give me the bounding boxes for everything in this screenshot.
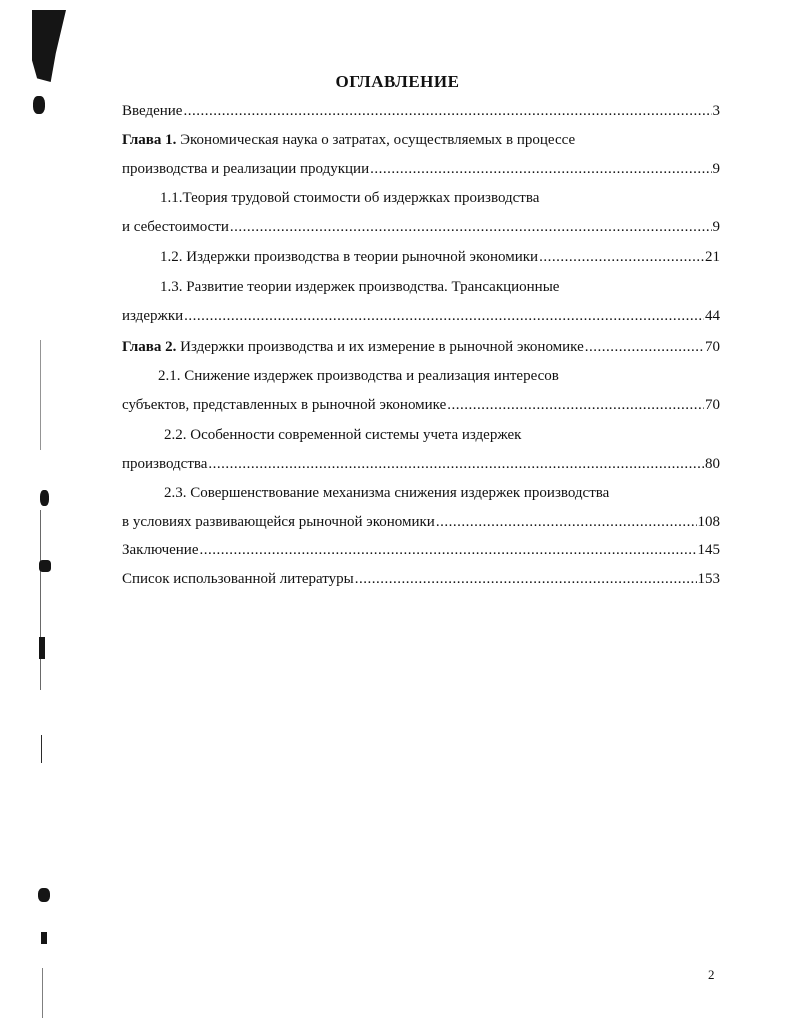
- toc-entry-label: 1.3. Развитие теории издержек производства. Трансакционные: [160, 279, 560, 295]
- toc-entry-section-2-1-continued: [122, 395, 720, 415]
- dot-leader: [200, 540, 697, 560]
- toc-entry-section-2-2-continued: [122, 454, 720, 474]
- toc-entry-label: 2.2. Особенности современной системы учета издержек: [164, 427, 522, 443]
- toc-entry-label: Заключение: [122, 542, 199, 558]
- scan-artifact-blob: [40, 490, 49, 506]
- toc-entry-section-2-3-continued: [122, 512, 720, 532]
- toc-entry-chapter-1-continued: [122, 159, 720, 179]
- toc-entry-section-2-3: [164, 483, 720, 503]
- page-number: 2: [708, 967, 715, 982]
- toc-page-number: 9: [712, 161, 720, 177]
- toc-entry-label: производства и реализации продукции: [122, 161, 370, 177]
- toc-entry-conclusion: [122, 540, 720, 560]
- toc-page-number: 70: [705, 339, 720, 355]
- scan-artifact-blob: [38, 888, 50, 902]
- toc-entry-section-1-2: [160, 247, 720, 267]
- scan-artifact-line: [40, 510, 41, 690]
- dot-leader: [436, 512, 697, 532]
- toc-entry-label: Список использованной литературы: [122, 571, 354, 587]
- toc-entry-section-1-3-continued: [122, 306, 720, 326]
- toc-entry-label: в условиях развивающейся рыночной экономики: [122, 514, 435, 530]
- dot-leader: [183, 101, 711, 121]
- toc-page-number: 21: [705, 249, 720, 265]
- dot-leader: [447, 395, 704, 415]
- page-title: ОГЛАВЛЕНИЕ: [335, 72, 460, 91]
- toc-entry-label: 2.3. Совершенствование механизма снижения издержек производства: [164, 485, 610, 501]
- toc-entry-section-2-1: [158, 366, 720, 386]
- toc-entry-chapter-1: [122, 130, 720, 150]
- toc-entry-chapter-2: [122, 337, 720, 357]
- scan-artifact-line: [41, 735, 42, 763]
- chapter-prefix: Глава 1.: [122, 132, 177, 148]
- toc-entry-label: Введение: [122, 103, 183, 119]
- toc-entry-label: издержки: [122, 308, 184, 324]
- toc-entry-label: 1.1.Теория трудовой стоимости об издержках производства: [160, 190, 540, 206]
- toc-entry-introduction: [122, 101, 720, 121]
- dot-leader: [184, 306, 704, 326]
- toc-entry-section-1-1-continued: [122, 217, 720, 237]
- toc-entry-label: производства: [122, 456, 208, 472]
- toc-entry-references: [122, 569, 720, 589]
- dot-leader: [355, 569, 697, 589]
- toc-page-number: 145: [697, 542, 720, 558]
- toc-entry-label: 2.1. Снижение издержек производства и реализация интересов: [158, 368, 559, 384]
- scan-artifact-blob: [39, 560, 51, 572]
- chapter-prefix: Глава 2.: [122, 339, 177, 355]
- scan-artifact-blob: [33, 96, 45, 114]
- toc-page-number: 9: [712, 219, 720, 235]
- dot-leader: [370, 159, 711, 179]
- toc-page-number: 70: [705, 397, 720, 413]
- toc-page-number: 3: [712, 103, 720, 119]
- scan-artifact-blob: [41, 932, 47, 944]
- scan-artifact-line: [42, 968, 43, 1018]
- toc-entry-label: 1.2. Издержки производства в теории рыночной экономики: [160, 249, 539, 265]
- scan-artifact-line: [40, 340, 41, 450]
- toc-entry-label: субъектов, представленных в рыночной экономике: [122, 397, 447, 413]
- toc-entry-label: и себестоимости: [122, 219, 229, 235]
- toc-page-number: 44: [705, 308, 720, 324]
- dot-leader: [230, 217, 712, 237]
- toc-entry-label: Экономическая наука о затратах, осуществляемых в процессе: [176, 132, 576, 148]
- toc-page-number: 80: [705, 456, 720, 472]
- toc-page-number: 108: [697, 514, 720, 530]
- dot-leader: [208, 454, 704, 474]
- toc-entry-section-2-2: [164, 425, 720, 445]
- toc-entry-label: Издержки производства и их измерение в рыночной экономике: [176, 339, 584, 355]
- dot-leader: [585, 337, 704, 357]
- scan-artifact-blob: [39, 637, 45, 659]
- toc-entry-section-1-1: [160, 188, 720, 208]
- toc-page-number: 153: [697, 571, 720, 587]
- toc-entry-section-1-3: [160, 277, 720, 297]
- dot-leader: [539, 247, 704, 267]
